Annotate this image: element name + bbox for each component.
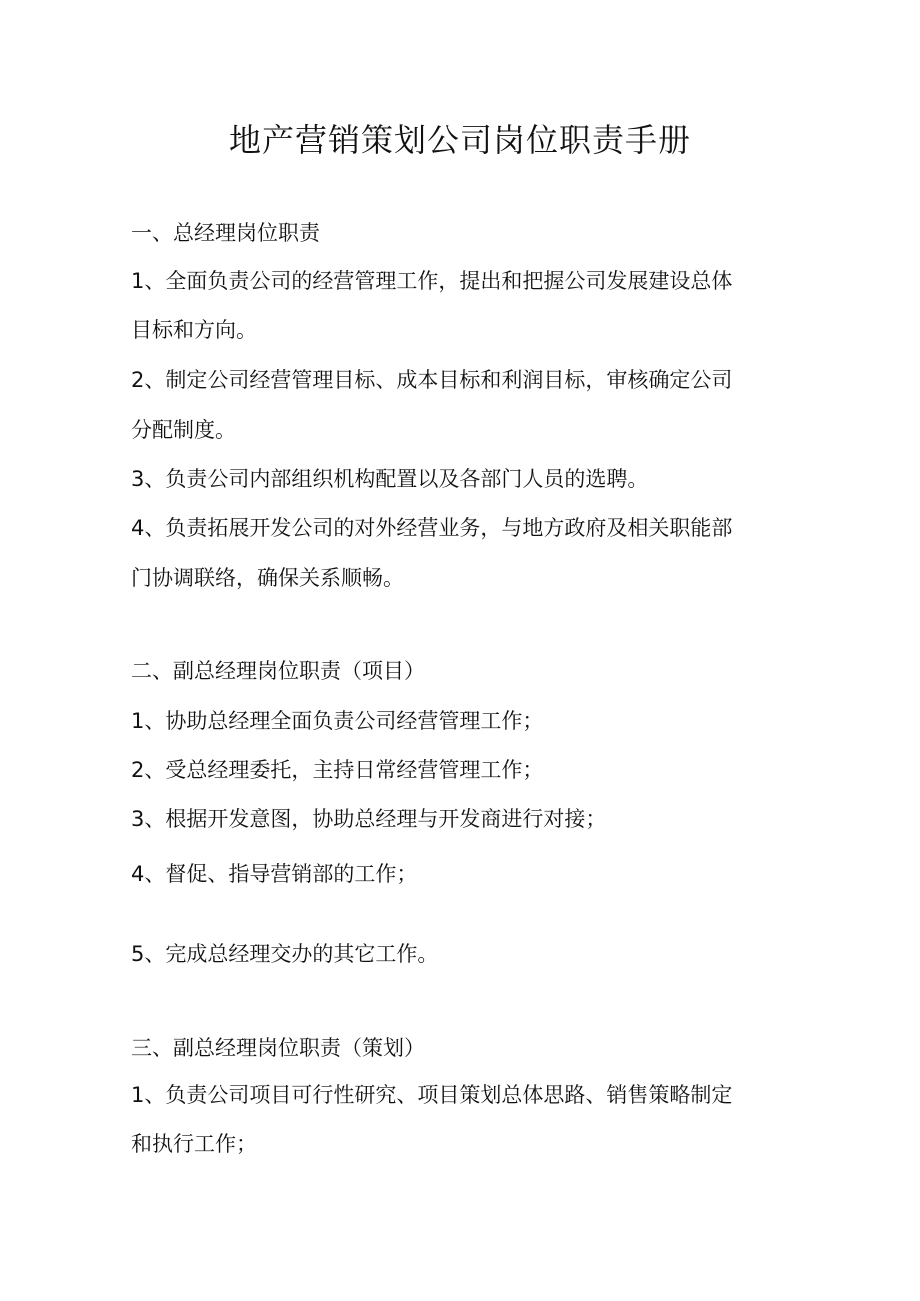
document-title: 地产营销策划公司岗位职责手册 bbox=[228, 121, 691, 159]
list-item-line: 1、全面负责公司的经营管理工作，提出和把握公司发展建设总体 bbox=[131, 269, 733, 293]
section-heading-general-manager: 一、总经理岗位职责 bbox=[131, 221, 320, 245]
list-item-line: 1、协助总经理全面负责公司经营管理工作； bbox=[131, 709, 544, 733]
list-item-line: 1、负责公司项目可行性研究、项目策划总体思路、销售策略制定 bbox=[131, 1083, 733, 1107]
list-item-line: 2、受总经理委托，主持日常经营管理工作； bbox=[131, 758, 544, 782]
section-heading-deputy-gm-project: 二、副总经理岗位职责（项目） bbox=[131, 659, 425, 683]
list-item-line: 4、督促、指导营销部的工作； bbox=[131, 862, 418, 886]
list-item-line: 门协调联络，确保关系顺畅。 bbox=[131, 566, 404, 590]
list-item-line: 3、负责公司内部组织机构配置以及各部门人员的选聘。 bbox=[131, 467, 649, 491]
list-item-line: 2、制定公司经营管理目标、成本目标和利润目标，审核确定公司 bbox=[131, 368, 733, 392]
section-heading-deputy-gm-planning: 三、副总经理岗位职责（策划） bbox=[131, 1036, 425, 1060]
list-item-line: 4、负责拓展开发公司的对外经营业务，与地方政府及相关职能部 bbox=[131, 516, 733, 540]
list-item-line: 和执行工作； bbox=[131, 1132, 257, 1156]
list-item-line: 分配制度。 bbox=[131, 418, 236, 442]
list-item-line: 5、完成总经理交办的其它工作。 bbox=[131, 942, 439, 966]
list-item-line: 3、根据开发意图，协助总经理与开发商进行对接； bbox=[131, 807, 607, 831]
list-item-line: 目标和方向。 bbox=[131, 318, 257, 342]
